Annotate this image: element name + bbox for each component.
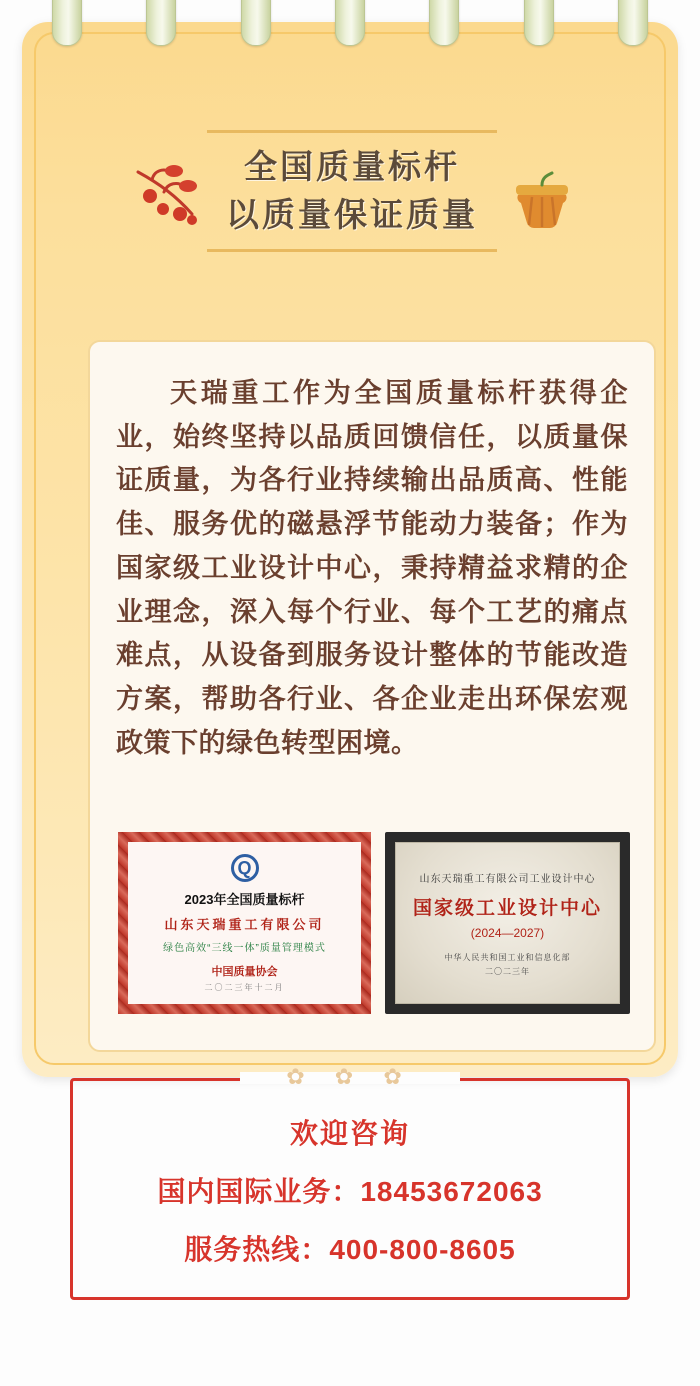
spiral-binding xyxy=(0,0,700,50)
spiral-ring xyxy=(618,0,648,46)
poster-title xyxy=(207,130,497,252)
certificate-company: 山东天瑞重工有限公司 xyxy=(164,916,325,932)
notebook-card xyxy=(22,22,678,1077)
spiral-ring xyxy=(146,0,176,46)
plaque-title: 国家级工业设计中心 xyxy=(412,897,602,919)
plaque-subtitle: 山东天瑞重工有限公司工业设计中心 xyxy=(419,873,596,885)
title-line-2: 以质量保证质量 xyxy=(226,195,478,233)
certificate-quality-benchmark[interactable] xyxy=(118,832,371,1014)
certificate-subject: 绿色高效“三线一体”质量管理模式 xyxy=(163,942,326,954)
certificate-gallery xyxy=(118,832,630,1014)
spiral-ring xyxy=(52,0,82,46)
body-paragraph: 天瑞重工作为全国质量标杆获得企业，始终坚持以品质回馈信任，以质量保证质量，为各行业持续输出品质高、性能佳、服务优的磁悬浮节能动力装备；作为国家级工业设计中心，秉持精益求精的企业理念，深入每个行业、每个工艺的痛点难点，从设备到服务设计整体的节能改造方案，帮助各行业、各企业走出环保宏观政策下的绿色转型困境。 xyxy=(116,378,628,758)
pumpkin-icon xyxy=(502,167,582,237)
contact-domestic-value[interactable]: 18453672063 xyxy=(360,1176,543,1207)
plaque-date: 二〇二三年 xyxy=(485,966,530,976)
contact-footer xyxy=(70,1064,630,1300)
certificate-date: 二〇二三年十二月 xyxy=(204,982,285,992)
contact-hotline-label: 服务热线： xyxy=(184,1234,330,1265)
plaque-period: (2024—2027) xyxy=(470,925,545,940)
contact-frame xyxy=(70,1078,630,1300)
spiral-ring xyxy=(429,0,459,46)
title-block xyxy=(22,122,678,302)
title-line-1: 全国质量标杆 xyxy=(244,148,460,185)
title-rule-bottom xyxy=(207,249,497,252)
berry-branch-icon xyxy=(130,162,210,232)
spiral-ring xyxy=(241,0,271,46)
quality-association-logo-icon: Q xyxy=(231,854,259,882)
certificate-title: 2023年全国质量标杆 xyxy=(184,891,305,907)
contact-hotline-value[interactable]: 400-800-8605 xyxy=(329,1234,516,1265)
spiral-ring xyxy=(335,0,365,46)
contact-domestic-label: 国内国际业务： xyxy=(157,1176,361,1207)
plaque-issuer: 中华人民共和国工业和信息化部 xyxy=(444,952,571,962)
spiral-ring xyxy=(524,0,554,46)
stars-decoration: ✿ ✿ ✿ xyxy=(286,1064,414,1089)
certificate-industrial-design-center[interactable] xyxy=(385,832,630,1014)
certificate-issuer: 中国质量协会 xyxy=(211,965,278,978)
welcome-heading: 欢迎咨询 xyxy=(289,1118,410,1149)
body-panel xyxy=(88,340,656,1052)
